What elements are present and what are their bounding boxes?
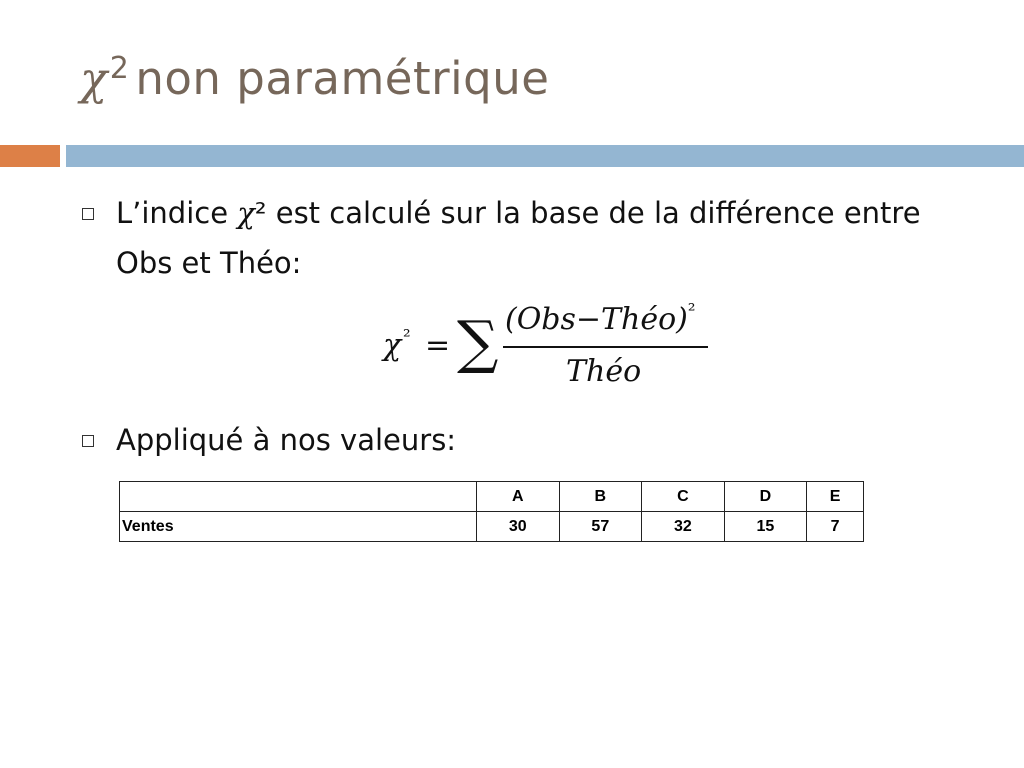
accent-bar-left — [0, 145, 60, 167]
header-cell: A — [477, 482, 560, 512]
table-cell: 32 — [642, 512, 725, 542]
table-row — [120, 512, 864, 542]
chi-square-formula — [383, 300, 723, 395]
formula-denominator: Théo — [566, 354, 642, 389]
chi-inline-sup: ² — [254, 196, 267, 230]
table-cell: 57 — [559, 512, 642, 542]
chi-symbol: χ — [80, 52, 108, 105]
bullet-1-pre: L’indice — [116, 196, 238, 230]
formula-chi-sup: ² — [403, 326, 411, 348]
sales-table — [119, 481, 864, 542]
bullet-2-text: Appliqué à nos valeurs: — [116, 423, 457, 457]
chi-inline-symbol: χ — [237, 196, 255, 230]
row-label: Ventes — [120, 512, 477, 542]
title-superscript: 2 — [109, 51, 130, 86]
title-text: non paramétrique — [135, 52, 550, 105]
slide-title — [80, 52, 549, 105]
header-cell — [120, 482, 477, 512]
accent-bar-right — [66, 145, 1024, 167]
header-cell: E — [807, 482, 864, 512]
table-cell: 15 — [724, 512, 807, 542]
formula-chi: χ — [383, 328, 402, 363]
header-cell: D — [724, 482, 807, 512]
header-cell: C — [642, 482, 725, 512]
bullet-1-text — [116, 188, 956, 288]
bullet-1-post: est calculé sur la base de la différence entre Obs et Théo: — [116, 196, 921, 280]
formula-numerator — [505, 302, 696, 337]
sum-icon: ∑ — [457, 308, 499, 376]
formula-equals: = — [425, 328, 451, 363]
numerator-text: (Obs−Théo) — [505, 302, 688, 337]
fraction-bar — [503, 346, 708, 348]
header-cell: B — [559, 482, 642, 512]
table-cell: 30 — [477, 512, 560, 542]
table-cell: 7 — [807, 512, 864, 542]
table-header-row — [120, 482, 864, 512]
checkbox-bullet-icon — [82, 435, 94, 447]
numerator-sup: ² — [687, 300, 696, 322]
checkbox-bullet-icon — [82, 208, 94, 220]
